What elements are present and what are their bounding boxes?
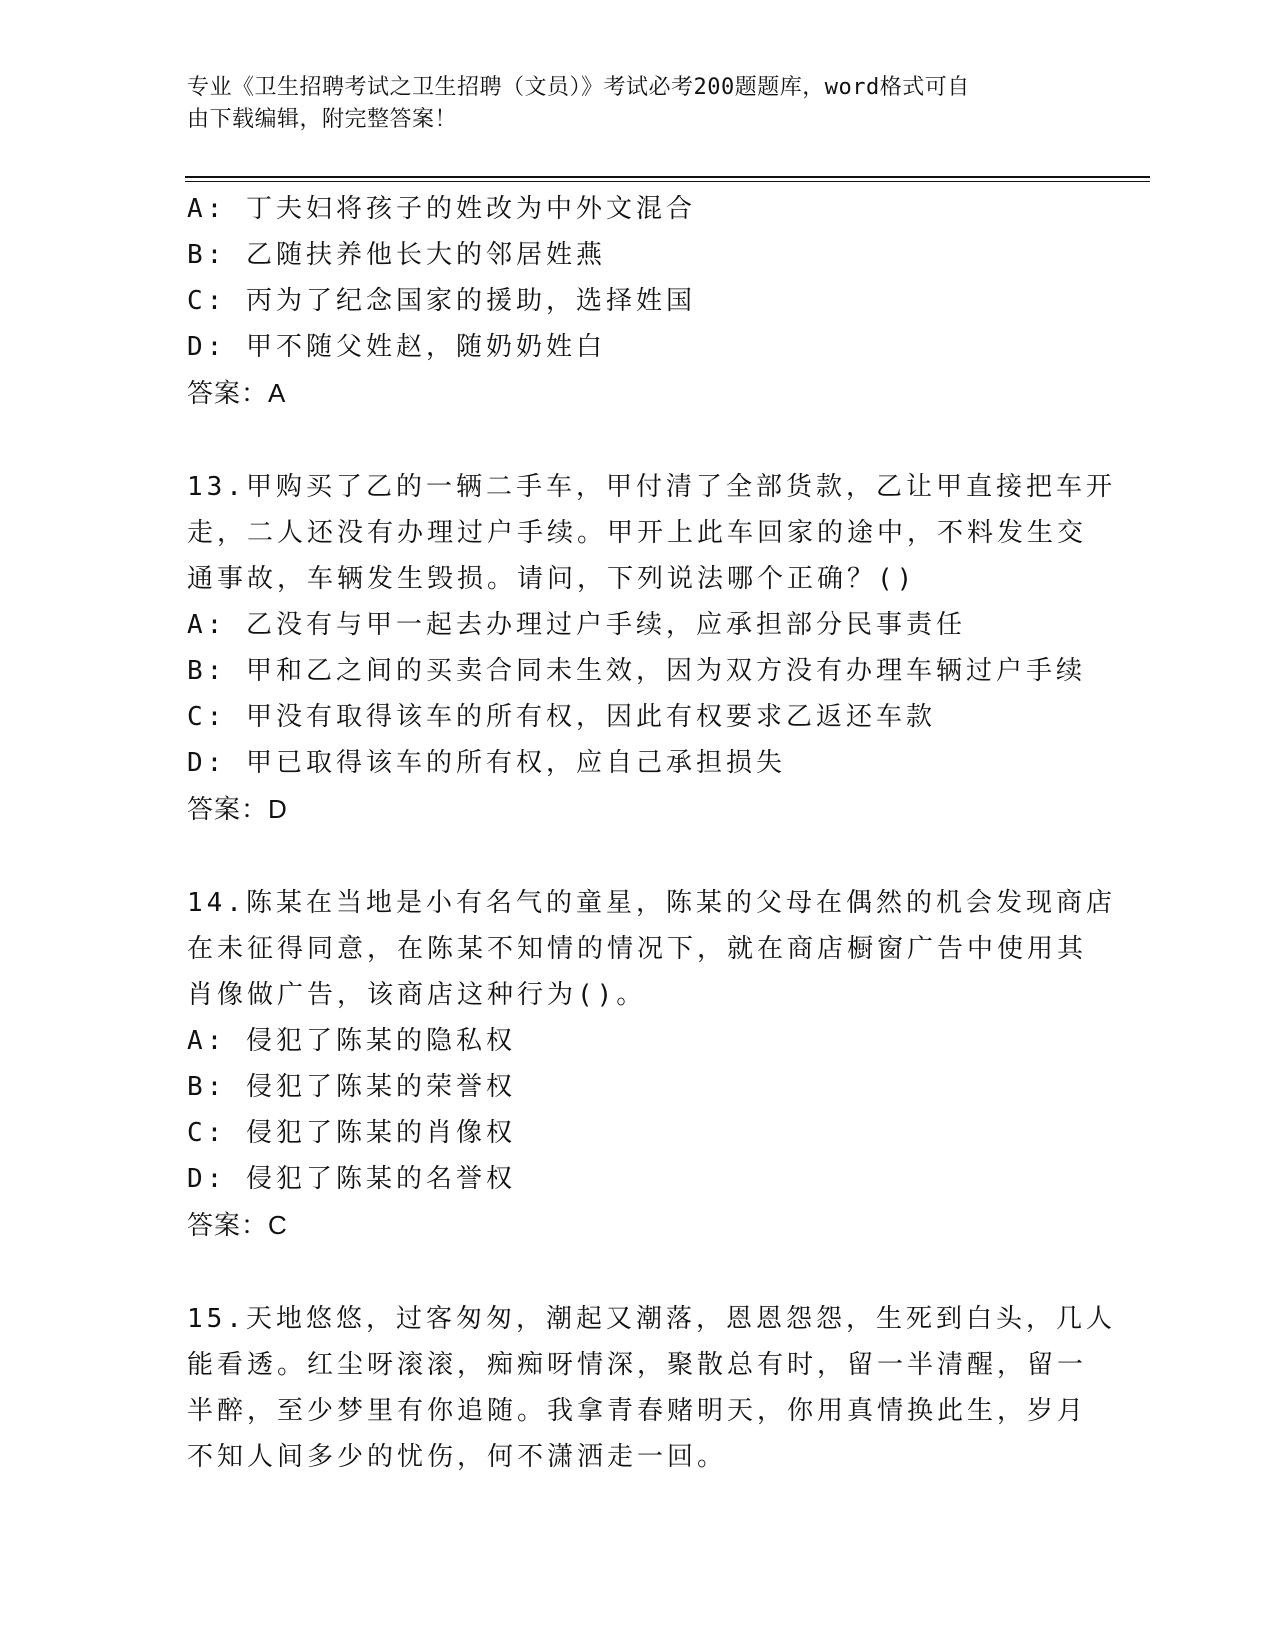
option-c: C: 甲没有取得该车的所有权，因此有权要求乙返还车款 <box>187 702 936 732</box>
question-stem-line: 15.天地悠悠，过客匆匆，潮起又潮落，恩恩怨怨，生死到白头，几人 <box>187 1304 1116 1334</box>
question-stem-line: 走，二人还没有办理过户手续。甲开上此车回家的途中，不料发生交 <box>187 518 1088 548</box>
spacer <box>187 832 1087 880</box>
option-d: D: 甲不随父姓赵，随奶奶姓白 <box>187 332 606 362</box>
option-a: A: 乙没有与甲一起去办理过户手续，应承担部分民事责任 <box>187 610 966 640</box>
question-12 <box>187 186 1087 416</box>
question-stem-line: 肖像做广告，该商店这种行为()。 <box>187 980 647 1010</box>
question-stem-line: 通事故，车辆发生毁损。请问，下列说法哪个正确？() <box>187 564 917 594</box>
option-a: A: 丁夫妇将孩子的姓改为中外文混合 <box>187 194 696 224</box>
question-13 <box>187 464 1116 832</box>
question-stem-line: 14.陈某在当地是小有名气的童星，陈某的父母在偶然的机会发现商店 <box>187 888 1116 918</box>
answer-line: 答案：A <box>187 378 287 408</box>
option-b: B: 甲和乙之间的买卖合同未生效，因为双方没有办理车辆过户手续 <box>187 656 1086 686</box>
option-a: A: 侵犯了陈某的隐私权 <box>187 1026 516 1056</box>
question-stem-line: 在未征得同意，在陈某不知情的情况下，就在商店橱窗广告中使用其 <box>187 934 1088 964</box>
spacer <box>187 416 1087 464</box>
option-c: C: 丙为了纪念国家的援助，选择姓国 <box>187 286 696 316</box>
option-c: C: 侵犯了陈某的肖像权 <box>187 1118 516 1148</box>
option-b: B: 侵犯了陈某的荣誉权 <box>187 1072 516 1102</box>
question-stem-line: 13.甲购买了乙的一辆二手车，甲付清了全部货款，乙让甲直接把车开 <box>187 472 1116 502</box>
answer-line: 答案：C <box>187 1210 288 1240</box>
question-14 <box>187 880 1116 1248</box>
option-d: D: 甲已取得该车的所有权，应自己承担损失 <box>187 748 786 778</box>
option-d: D: 侵犯了陈某的名誉权 <box>187 1164 516 1194</box>
header-line-2: 由下载编辑，附完整答案！ <box>187 107 458 132</box>
spacer <box>187 1248 1087 1296</box>
question-stem-line: 半醉，至少梦里有你追随。我拿青春赌明天，你用真情换此生，岁月 <box>187 1396 1088 1426</box>
question-list <box>187 186 1116 1480</box>
question-stem-line: 不知人间多少的忧伤，何不潇洒走一回。 <box>187 1442 728 1472</box>
header-line-1: 专业《卫生招聘考试之卫生招聘（文员）》考试必考200题题库，word格式可自 <box>187 75 970 100</box>
document-header <box>187 72 1067 136</box>
header-divider <box>185 176 1150 182</box>
question-15 <box>187 1296 1116 1480</box>
option-b: B: 乙随扶养他长大的邻居姓燕 <box>187 240 606 270</box>
answer-line: 答案：D <box>187 794 288 824</box>
question-stem-line: 能看透。红尘呀滚滚，痴痴呀情深，聚散总有时，留一半清醒，留一 <box>187 1350 1088 1380</box>
